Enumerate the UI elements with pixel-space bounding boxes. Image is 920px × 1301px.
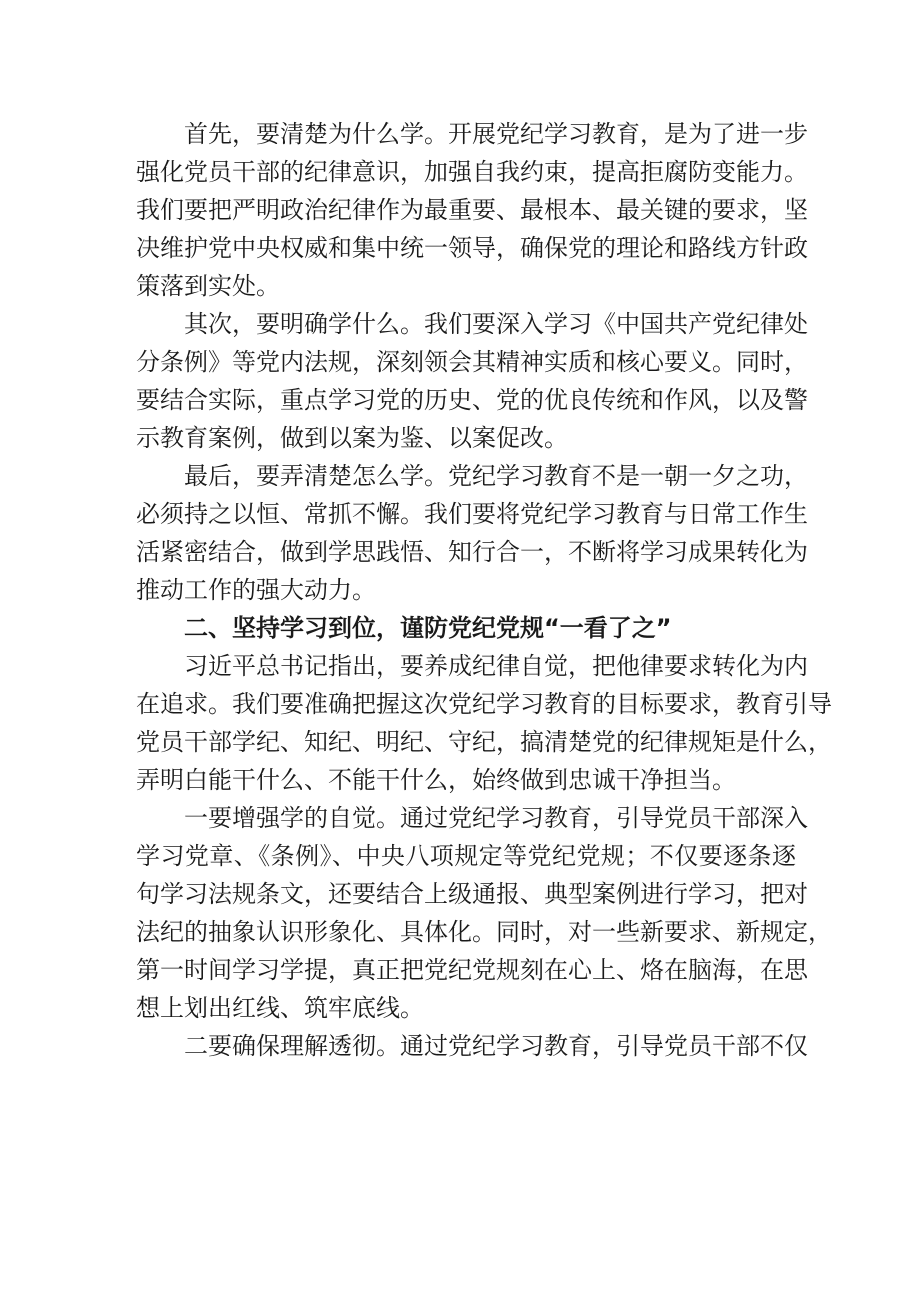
paragraph-line: 我们要把严明政治纪律作为最重要、最根本、最关键的要求，坚 <box>136 196 808 224</box>
paragraph-line: 分条例》等党内法规，深刻领会其精神实质和核心要义。同时， <box>136 348 808 376</box>
paragraph-line: 弄明白能干什么、不能干什么，始终做到忠诚干净担当。 <box>136 766 736 794</box>
paragraph-line: 推动工作的强大动力。 <box>136 576 376 604</box>
paragraph-line: 活紧密结合，做到学思践悟、知行合一，不断将学习成果转化为 <box>136 538 808 566</box>
paragraph-line: 法纪的抽象认识形象化、具体化。同时，对一些新要求、新规定， <box>136 918 832 946</box>
paragraph-line: 学习党章、《条例》、中央八项规定等党纪党规；不仅要逐条逐 <box>136 842 796 870</box>
paragraph-line: 一要增强学的自觉。通过党纪学习教育，引导党员干部深入 <box>184 804 808 832</box>
paragraph-why-learn <box>136 115 808 305</box>
paragraph-line: 最后，要弄清楚怎么学。党纪学习教育不是一朝一夕之功， <box>184 462 808 490</box>
paragraph-line: 句学习法规条文，还要结合上级通报、典型案例进行学习，把对 <box>136 880 808 908</box>
paragraph-line: 示教育案例，做到以案为鉴、以案促改。 <box>136 424 568 452</box>
paragraph-line: 首先，要清楚为什么学。开展党纪学习教育，是为了进一步 <box>184 120 808 148</box>
paragraph-line: 要结合实际，重点学习党的历史、党的优良传统和作风，以及警 <box>136 386 808 414</box>
paragraph-line: 决维护党中央权威和集中统一领导，确保党的理论和路线方针政 <box>136 234 808 262</box>
paragraph-line: 二要确保理解透彻。通过党纪学习教育，引导党员干部不仅 <box>184 1032 808 1060</box>
paragraph-line: 其次，要明确学什么。我们要深入学习《中国共产党纪律处 <box>184 310 808 338</box>
section-heading <box>136 609 796 647</box>
paragraph-second-requirement <box>136 1027 808 1065</box>
paragraph-line: 强化党员干部的纪律意识，加强自我约束，提高拒腐防变能力。 <box>136 158 808 186</box>
paragraph-what-learn <box>136 305 808 457</box>
document-body <box>136 115 832 1065</box>
paragraph-how-learn <box>136 457 808 609</box>
paragraph-line: 党员干部学纪、知纪、明纪、守纪，搞清楚党的纪律规矩是什么， <box>136 728 832 756</box>
paragraph-first-requirement <box>136 799 832 1027</box>
paragraph-line: 必须持之以恒、常抓不懈。我们要将党纪学习教育与日常工作生 <box>136 500 808 528</box>
paragraph-line: 在追求。我们要准确把握这次党纪学习教育的目标要求，教育引导 <box>136 690 832 718</box>
paragraph-line: 策落到实处。 <box>136 272 280 300</box>
paragraph-line: 想上划出红线、筑牢底线。 <box>136 994 424 1022</box>
paragraph-line: 第一时间学习学提，真正把党纪党规刻在心上、烙在脑海，在思 <box>136 956 808 984</box>
paragraph-xi-quote <box>136 647 832 799</box>
paragraph-line: 习近平总书记指出，要养成纪律自觉，把他律要求转化为内 <box>184 652 808 680</box>
section-heading-text: 二、坚持学习到位，谨防党纪党规“一看了之” <box>184 614 672 642</box>
